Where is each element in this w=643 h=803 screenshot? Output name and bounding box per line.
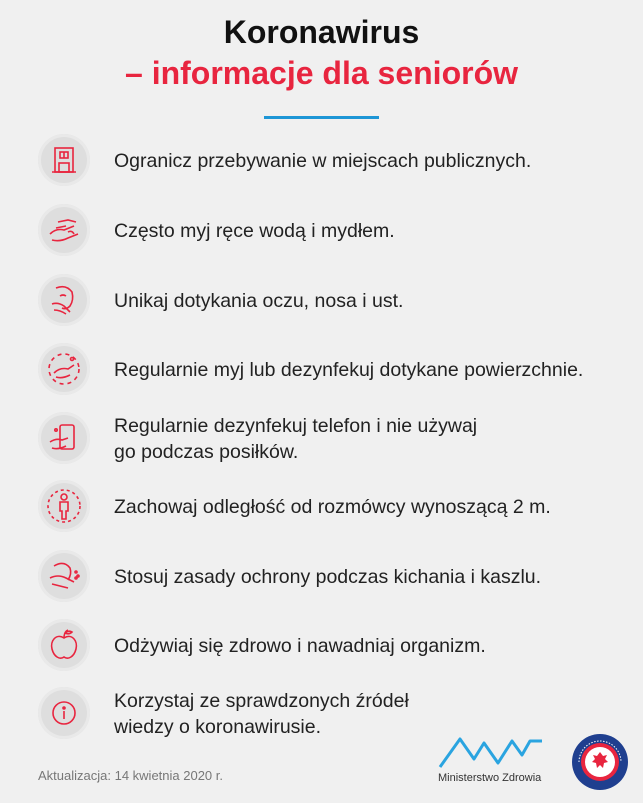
item-text: Stosuj zasady ochrony podczas kichania i kaszlu. <box>114 566 542 588</box>
item-text: Regularnie dezynfekuj telefon i nie używaj go podczas posiłków. <box>114 415 478 463</box>
phone-disinfect-icon <box>38 412 90 464</box>
list-item <box>38 480 638 536</box>
list-item <box>38 412 638 468</box>
sneeze-icon <box>38 550 90 602</box>
hand-washing-icon <box>38 204 90 256</box>
info-icon <box>38 687 90 739</box>
item-text: Ogranicz przebywanie w miejscach publicznych. <box>114 150 532 172</box>
list-item <box>38 550 638 606</box>
list-item <box>38 343 638 399</box>
list-item <box>38 274 638 330</box>
list-item <box>38 687 638 743</box>
ministry-name: Ministerstwo Zdrowia <box>438 772 542 784</box>
page-title: Koronawirus <box>223 14 420 50</box>
item-text: Regularnie myj lub dezynfekuj dotykane powierzchnie. <box>114 359 584 381</box>
item-text: Często myj ręce wodą i mydłem. <box>114 220 395 242</box>
item-text: Odżywiaj się zdrowo i nawadniaj organizm. <box>114 635 486 657</box>
title-divider <box>264 116 379 119</box>
disinfect-surface-icon <box>38 343 90 395</box>
item-text: Korzystaj ze sprawdzonych źródeł wiedzy o koronawirusie. <box>114 690 409 738</box>
sanitary-inspection-logo <box>571 733 629 791</box>
building-icon <box>38 134 90 186</box>
list-item <box>38 134 638 190</box>
item-text: Unikaj dotykania oczu, nosa i ust. <box>114 290 404 312</box>
list-item <box>38 204 638 260</box>
ministry-logo <box>438 735 544 769</box>
apple-icon <box>38 619 90 671</box>
update-date: Aktualizacja: 14 kwietnia 2020 r. <box>38 768 223 783</box>
distance-person-icon <box>38 480 90 532</box>
list-item <box>38 619 638 675</box>
item-text: Zachowaj odległość od rozmówcy wynoszącą 2 m. <box>114 496 551 518</box>
face-touch-icon <box>38 274 90 326</box>
page-subtitle: – informacje dla seniorów <box>125 55 518 91</box>
